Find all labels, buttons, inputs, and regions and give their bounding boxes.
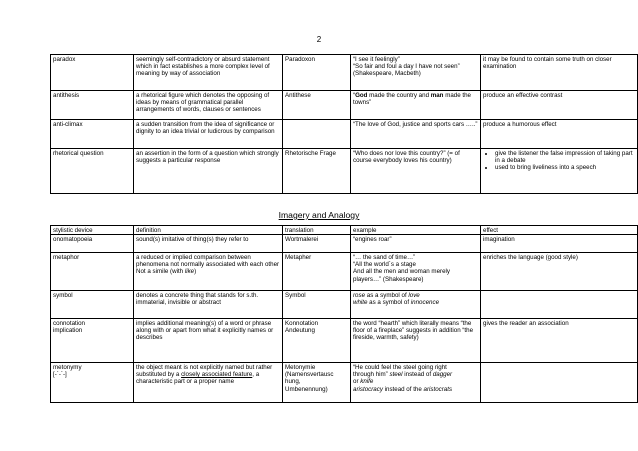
- example-text: made the towns”: [353, 91, 471, 106]
- figures-of-speech-table: [50, 54, 638, 194]
- list-item: • give the listener the false impression of taking part in a debate: [495, 150, 635, 165]
- example-line: [353, 292, 478, 299]
- effect-cell: gives the reader an association: [481, 319, 638, 363]
- table-row: [51, 55, 638, 91]
- column-header: effect: [481, 226, 638, 235]
- device-cell: antithesis: [51, 91, 134, 120]
- example-text: as a symbol of: [367, 298, 411, 306]
- note-text: ): [194, 268, 197, 276]
- definition-cell: a rhetorical figure which denotes the opposing of ideas by means of grammatical parallel arrangements of words, clauses or sentences: [134, 91, 283, 120]
- note-text: Not a simile (with: [136, 268, 185, 276]
- column-header: translation: [283, 226, 351, 235]
- example-line: [353, 299, 478, 306]
- translation-line: hung,: [285, 378, 301, 386]
- example-line: [353, 371, 478, 378]
- example-italic-word: steel: [389, 370, 403, 378]
- definition-cell: [134, 253, 283, 291]
- translation-cell: [283, 319, 351, 363]
- effect-cell: produce an effective contrast: [481, 91, 638, 120]
- definition-note: [136, 268, 280, 275]
- column-header: definition: [134, 226, 283, 235]
- example-line: “… the sand of time…”: [353, 253, 416, 261]
- effect-cell: it may be found to contain some truth on closer examination: [481, 55, 638, 91]
- example-cell: [351, 253, 481, 291]
- translation-cell: Antithese: [283, 91, 351, 120]
- effect-cell: produce a humorous effect: [481, 120, 638, 149]
- translation-cell: [283, 120, 351, 149]
- table-row: [51, 91, 638, 120]
- translation-line: Umbenennung): [285, 385, 328, 393]
- page-number: 2: [316, 35, 322, 44]
- column-header: stylistic device: [51, 226, 134, 235]
- example-cell: [351, 363, 481, 403]
- example-text: or: [353, 378, 361, 386]
- example-text: “: [353, 91, 356, 99]
- device-cell: rhetorical question: [51, 149, 134, 194]
- device-cell: [51, 319, 134, 363]
- device-cell: symbol: [51, 291, 134, 319]
- example-bold-word: man: [430, 91, 444, 99]
- translation-cell: Paradoxon: [283, 55, 351, 91]
- device-cell: [51, 363, 134, 403]
- definition-underlined-text: closely associated feature: [181, 370, 253, 378]
- table-row: [51, 253, 638, 291]
- example-cell: “Who does nor love this country?” (= of course everybody loves his country): [351, 149, 481, 194]
- device-line: [-`-`-]: [53, 370, 67, 378]
- translation-cell: Wortmalerei: [283, 235, 351, 253]
- table-row: [51, 235, 638, 253]
- effect-cell: imagination: [481, 235, 638, 253]
- example-italic-word: aristocrats: [423, 385, 453, 393]
- translation-line: Konnotation: [285, 319, 319, 327]
- translation-cell: [283, 363, 351, 403]
- effect-cell: [481, 291, 638, 319]
- example-cell: [351, 91, 481, 120]
- table-row: [51, 120, 638, 149]
- definition-cell: an assertion in the form of a question which strongly suggests a particular response: [134, 149, 283, 194]
- device-cell: anti-climax: [51, 120, 134, 149]
- example-cell: [351, 291, 481, 319]
- table-row: [51, 319, 638, 363]
- example-text: through him”: [353, 370, 390, 378]
- example-text: instead of: [402, 370, 433, 378]
- effect-list: [483, 150, 635, 172]
- example-cell: “engines roar”: [351, 235, 481, 253]
- example-cell: the word “hearth” which literally means “the floor of a fireplace” suggests in addition “the fireside, warmth, safety): [351, 319, 481, 363]
- example-cell: [351, 55, 481, 91]
- definition-cell: sound(s) imitative of thing(s) they refer to: [134, 235, 283, 253]
- definition-cell: denotes a concrete thing that stands for s.th. immaterial, invisible or abstract: [134, 291, 283, 319]
- translation-cell: Symbol: [283, 291, 351, 319]
- effect-cell: enriches the language (good style): [481, 253, 638, 291]
- device-line: implication: [53, 326, 83, 334]
- definition-cell: a sudden transition from the idea of significance or dignity to an idea trivial or ludicrous by comparison: [134, 120, 283, 149]
- translation-line: Andeutung: [285, 326, 315, 334]
- example-italic-word: aristocracy: [353, 385, 383, 393]
- example-line: “I see it feelingly”: [353, 55, 400, 63]
- device-cell: paradox: [51, 55, 134, 91]
- example-italic-word: white: [353, 298, 368, 306]
- table-row: [51, 363, 638, 403]
- example-line: “So fair and foul a day I have not seen” (Shakespeare, Macbeth): [353, 62, 460, 78]
- imagery-analogy-table: [50, 225, 638, 403]
- section-heading: Imagery and Analogy: [278, 210, 360, 220]
- device-line: connotation: [53, 319, 85, 327]
- example-line: [353, 386, 478, 393]
- table-row: [51, 149, 638, 194]
- example-line: And all the men and woman merely players…” (Shakespeare): [353, 268, 450, 283]
- translation-line: Metonymie: [285, 363, 316, 371]
- example-line: [353, 378, 478, 385]
- example-italic-word: innocence: [410, 298, 440, 306]
- device-cell: metaphor: [51, 253, 134, 291]
- example-italic-word: dagger: [432, 370, 453, 378]
- example-cell: “The love of God, justice and sports cars …..”: [351, 120, 481, 149]
- table-header-row: [51, 226, 638, 235]
- translation-cell: Metapher: [283, 253, 351, 291]
- example-text: instead of the: [382, 385, 424, 393]
- example-italic-word: rose: [353, 291, 366, 299]
- translation-cell: Rhetorische Frage: [283, 149, 351, 194]
- translation-line: (Namensvertausc: [285, 370, 334, 378]
- example-italic-word: knife: [360, 378, 374, 386]
- definition-cell: [134, 363, 283, 403]
- column-header: example: [351, 226, 481, 235]
- list-item: • used to bring liveliness into a speech: [495, 164, 635, 171]
- table-row: [51, 291, 638, 319]
- note-italic-word: like: [184, 268, 195, 276]
- definition-cell: implies additional meaning(s) of a word or phrase along with or apart from what it explicitly names or describes: [134, 319, 283, 363]
- example-text: made the country and: [367, 91, 431, 99]
- effect-cell: [481, 363, 638, 403]
- example-line: “All the world`s a stage: [353, 260, 416, 268]
- definition-text: a reduced or implied comparison between phenomena not normally associated with each other: [136, 253, 280, 268]
- effect-cell: [481, 149, 638, 194]
- definition-text: , a characteristic part or a proper name: [136, 370, 260, 386]
- device-cell: onomatopoeia: [51, 235, 134, 253]
- example-line: “He could feel the steel going right: [353, 363, 447, 371]
- example-text: as a symbol of: [365, 291, 409, 299]
- example-italic-word: love: [408, 291, 420, 299]
- example-bold-word: God: [355, 91, 368, 99]
- definition-cell: seemingly self-contradictory or absurd statement which in fact establishes a more complex level of meaning by way of association: [134, 55, 283, 91]
- device-line: metonymy: [53, 363, 82, 371]
- definition-text: the object meant is not explicitly named but rather substituted by a: [136, 363, 273, 378]
